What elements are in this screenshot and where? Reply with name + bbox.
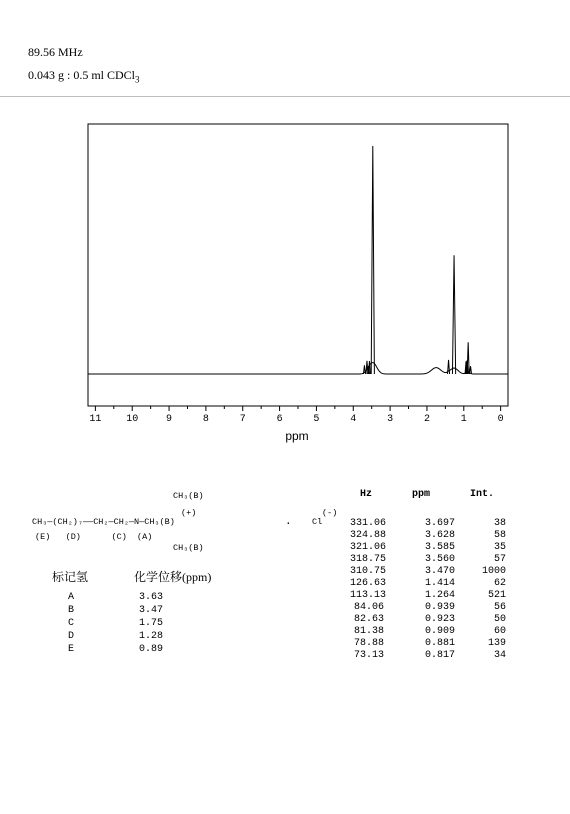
assignment-label: B	[68, 605, 75, 616]
peak-ppm-cell: 3.585	[424, 542, 455, 553]
peak-hz-cell: 78.88	[353, 638, 384, 649]
x-tick-label-2: 2	[423, 414, 430, 425]
peak-int-cell: 58	[493, 530, 506, 541]
assignment-shift: 3.63	[139, 592, 164, 603]
peak-hz-cell: 310.75	[350, 566, 387, 577]
peak-int-cell: 62	[493, 578, 506, 589]
x-tick-label-10: 10	[126, 414, 139, 425]
spectrum-trace	[88, 363, 508, 374]
peak-ppm-cell: 1.264	[424, 590, 455, 601]
peak-header-int: Int.	[470, 489, 495, 500]
structure-top-methyl: CH₃(B)	[173, 491, 204, 501]
peak-ppm-cell: 0.939	[424, 602, 455, 613]
peak-int-cell: 57	[493, 554, 506, 565]
assignment-label: D	[68, 631, 75, 642]
spectrum-peak-1.264	[452, 255, 455, 374]
peak-hz-cell: 81.38	[353, 626, 384, 637]
x-axis-label: ppm	[285, 429, 309, 443]
plot-frame	[88, 124, 508, 406]
peak-hz-cell: 126.63	[350, 578, 387, 589]
assignment-header-shift: 化学位移(ppm)	[134, 570, 212, 584]
sample-main: 0.043 g : 0.5 ml CDCl	[28, 68, 136, 82]
assignment-label: C	[68, 618, 75, 629]
peak-int-cell: 60	[493, 626, 506, 637]
assignment-label: A	[68, 592, 75, 603]
peak-ppm-cell: 0.909	[424, 626, 455, 637]
peak-ppm-cell: 0.881	[424, 638, 455, 649]
x-tick-label-4: 4	[350, 414, 357, 425]
structure-counterion-charge: (-)	[322, 508, 338, 518]
peak-int-cell: 35	[493, 542, 506, 553]
x-tick-label-1: 1	[460, 414, 467, 425]
spectrum-peak-1.414	[448, 360, 450, 374]
x-tick-label-11: 11	[89, 414, 102, 425]
peak-int-cell: 139	[487, 638, 506, 649]
assignment-shift: 1.28	[139, 631, 164, 642]
assignment-label: E	[68, 644, 75, 655]
peak-ppm-cell: 3.628	[424, 530, 455, 541]
peak-hz-cell: 84.06	[353, 602, 384, 613]
spectrum-peak-3.47	[371, 146, 374, 374]
assignment-header-label: 标记氢	[52, 570, 89, 584]
peak-ppm-cell: 3.560	[424, 554, 455, 565]
peak-int-cell: 56	[493, 602, 506, 613]
x-tick-label-8: 8	[202, 414, 209, 425]
structure-counterion: Cl	[312, 517, 323, 527]
peak-hz-cell: 82.63	[353, 614, 384, 625]
peak-header-hz: Hz	[360, 489, 373, 500]
structure-separator: .	[285, 516, 292, 528]
x-tick-label-9: 9	[166, 414, 173, 425]
peak-ppm-cell: 3.697	[424, 518, 455, 529]
peak-int-cell: 38	[493, 518, 506, 529]
peak-header-ppm: ppm	[412, 489, 431, 500]
structure-bottom-methyl: CH₃(B)	[173, 543, 204, 553]
structure-charge-plus: (+)	[181, 508, 197, 518]
spectrum-peaks	[363, 146, 471, 374]
peak-ppm-cell: 0.817	[424, 650, 455, 661]
spectrometer-frequency: 89.56 MHz	[28, 45, 83, 59]
peak-int-cell: 521	[487, 590, 506, 601]
peak-int-cell: 34	[493, 650, 506, 661]
peak-hz-cell: 113.13	[350, 590, 387, 601]
x-tick-label-5: 5	[313, 414, 320, 425]
x-tick-label-0: 0	[497, 414, 504, 425]
peak-ppm-cell: 1.414	[424, 578, 455, 589]
assignment-shift: 0.89	[139, 644, 164, 655]
sample-subscript: 3	[135, 74, 140, 85]
x-axis-tick-labels	[89, 414, 503, 425]
x-axis-ticks	[95, 406, 500, 411]
peak-ppm-cell: 3.470	[424, 566, 455, 577]
peak-ppm-cell: 0.923	[424, 614, 455, 625]
peak-hz-cell: 324.88	[350, 530, 387, 541]
peak-hz-cell: 73.13	[353, 650, 384, 661]
structure-chain: CH₃—(CH₂)₇——CH₂—CH₂—N—CH₃(B)	[32, 517, 175, 527]
peak-hz-cell: 331.06	[350, 518, 387, 529]
assignment-shift: 3.47	[139, 605, 164, 616]
x-tick-label-7: 7	[239, 414, 246, 425]
x-tick-label-6: 6	[276, 414, 283, 425]
structure-chain-labels: (E) (D) (C) (A)	[35, 532, 153, 542]
peak-int-cell: 1000	[481, 566, 506, 577]
assignment-shift: 1.75	[139, 618, 164, 629]
x-tick-label-3: 3	[387, 414, 394, 425]
peak-hz-cell: 321.06	[350, 542, 387, 553]
peak-hz-cell: 318.75	[350, 554, 387, 565]
peak-int-cell: 50	[493, 614, 506, 625]
